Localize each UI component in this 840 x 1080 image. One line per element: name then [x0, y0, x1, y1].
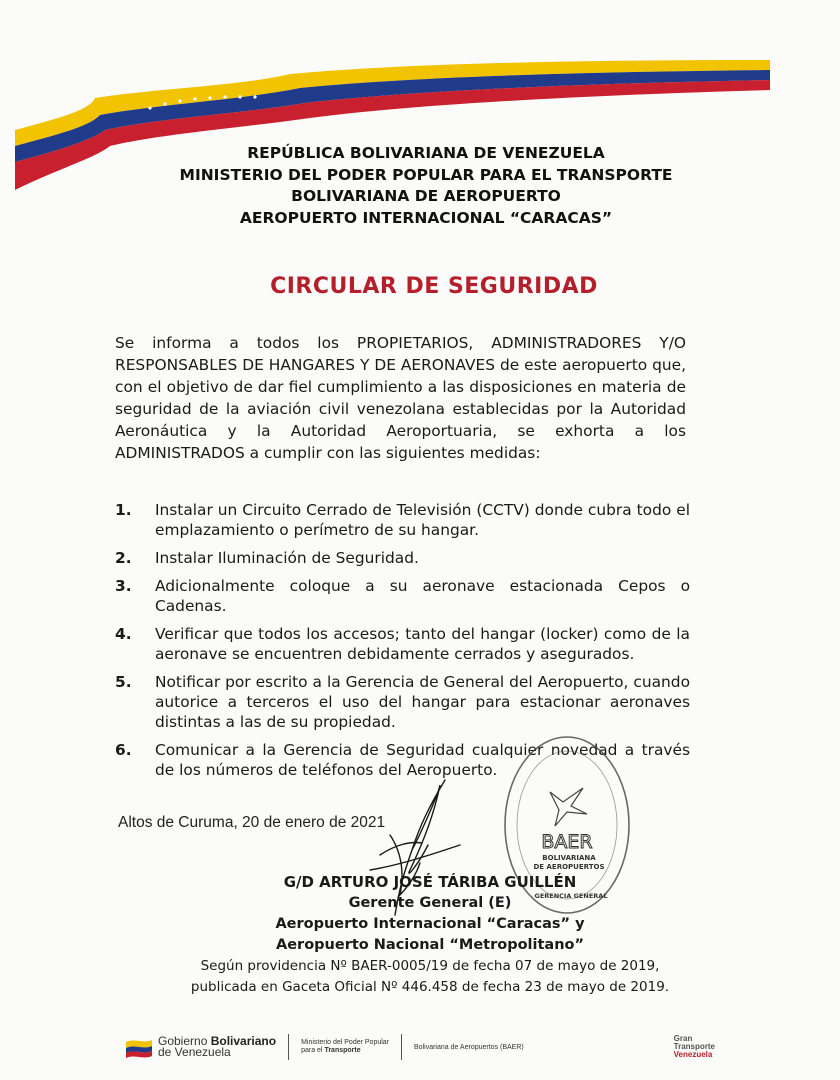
item-text: Comunicar a la Gerencia de Seguridad cualquier novedad a través de los números de teléfonos del Aeropuerto.	[155, 741, 690, 779]
list-item	[115, 500, 690, 540]
divider	[288, 1034, 289, 1060]
stamp-logo: BAER	[541, 831, 593, 853]
item-number: 3.	[115, 577, 132, 595]
gobierno-logo	[125, 1036, 276, 1058]
document-date: Altos de Curuma, 20 de enero de 2021	[118, 814, 386, 831]
item-text: Adicionalmente coloque a su aeronave estacionada Cepos o Cadenas.	[155, 577, 690, 615]
divider	[401, 1034, 402, 1060]
item-number: 1.	[115, 501, 132, 519]
list-item	[115, 624, 690, 664]
header-republic: REPÚBLICA BOLIVARIANA DE VENEZUELA	[247, 144, 605, 162]
item-text: Instalar un Circuito Cerrado de Televisión (CCTV) donde cubra todo el emplazamiento o perímetro de su hangar.	[155, 501, 690, 539]
flag-icon	[125, 1036, 153, 1058]
ministry-logo	[301, 1039, 389, 1055]
signatory-role: Gerente General (E)	[348, 895, 512, 911]
signature-block	[150, 872, 710, 998]
gran-transporte-logo	[674, 1035, 715, 1059]
signatory-name: G/D ARTURO JOSÉ TÁRIBA GUILLÉN	[283, 873, 577, 891]
list-item	[115, 672, 690, 732]
signatory-reference: Según providencia Nº BAER-0005/19 de fecha 07 de mayo de 2019,	[200, 958, 660, 974]
gob-text: Gobierno	[158, 1034, 208, 1048]
header-ministry: MINISTERIO DEL PODER POPULAR PARA EL TRANSPORTE	[179, 165, 673, 184]
intro-paragraph: Se informa a todos los PROPIETARIOS, ADMINISTRADORES Y/O RESPONSABLES DE HANGARES Y DE AERONAVES de este aeropuerto que, con el objetivo de dar fiel cumplimiento a las disposiciones en materia de seguridad de la aviación civil venezolana establecidas por la Autoridad Aeronáutica y la Autoridad Aeroportuaria, se exhorta a los ADMINISTRADOS a cumplir con las siguientes medidas:	[115, 334, 686, 462]
ministry-text: Ministerio del Poder Popular	[301, 1039, 390, 1046]
item-text: Notificar por escrito a la Gerencia de General del Aeropuerto, cuando autorice a terceros el uso del hangar para estacionar aeronaves distintas a las de su propiedad.	[155, 673, 690, 731]
header-airport: AEROPUERTO INTERNACIONAL “CARACAS”	[239, 208, 613, 227]
gran-text: Venezuela	[673, 1050, 713, 1059]
item-text: Instalar Iluminación de Seguridad.	[155, 549, 419, 567]
document-header	[0, 143, 840, 229]
item-number: 6.	[115, 741, 132, 759]
item-text: Verificar que todos los accesos; tanto del hangar (locker) como de la aeronave se encuentren debidamente cerrados y asegurados.	[155, 625, 690, 663]
item-number: 4.	[115, 625, 132, 643]
header-baer: BOLIVARIANA DE AEROPUERTO	[291, 187, 561, 205]
signatory-reference: publicada en Gaceta Oficial Nº 446.458 de fecha 23 de mayo de 2019.	[190, 979, 670, 995]
document-footer	[125, 1030, 715, 1064]
item-number: 5.	[115, 673, 132, 691]
ministry-text: para el	[301, 1047, 323, 1054]
gob-text: de Venezuela	[158, 1045, 231, 1059]
signatory-org: Aeropuerto Internacional “Caracas” y	[275, 916, 585, 932]
gran-text: Gran	[673, 1034, 693, 1043]
list-item	[115, 548, 690, 568]
gran-text: Transporte	[673, 1042, 715, 1051]
stamp-text: BOLIVARIANA	[542, 854, 596, 862]
gob-bold-text: Bolivariano	[210, 1034, 277, 1048]
baer-footer-text: Bolivariana de Aeropuertos (BAER)	[414, 1043, 524, 1051]
circular-title: CIRCULAR DE SEGURIDAD	[270, 274, 598, 299]
stamp-text: DE AEROPUERTOS	[533, 863, 605, 871]
item-number: 2.	[115, 549, 132, 567]
ministry-bold-text: Transporte	[324, 1047, 361, 1054]
signatory-org: Aeropuerto Nacional “Metropolitano”	[275, 937, 585, 953]
stamp-text: GERENCIA GENERAL	[534, 892, 608, 900]
list-item	[115, 576, 690, 616]
